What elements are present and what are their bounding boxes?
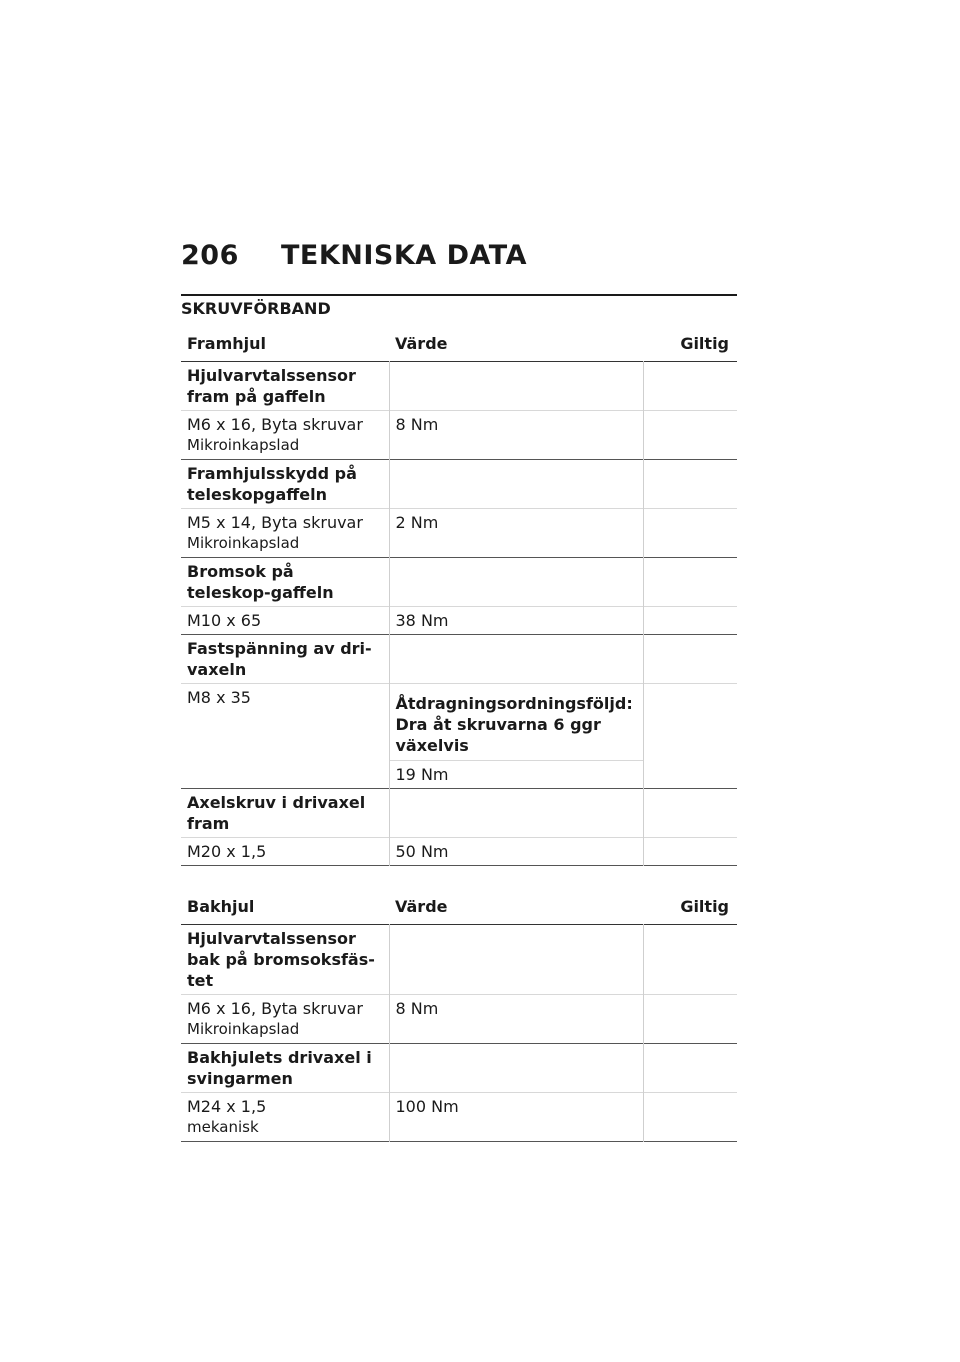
table-header-row — [181, 321, 737, 362]
torque-value: 8 Nm — [389, 411, 643, 460]
table-row — [181, 558, 737, 607]
table-row — [181, 635, 737, 684]
table-row — [181, 838, 737, 866]
column-header-value: Värde — [395, 896, 448, 916]
component-name: Bromsok på teleskop-gaffeln — [187, 562, 334, 602]
spec-line: M24 x 1,5 — [187, 1097, 267, 1116]
table-row — [181, 509, 737, 558]
spec-line: M10 x 65 — [187, 611, 262, 630]
spec-cell — [181, 1093, 389, 1142]
spec-line: Mikroinkapslad — [187, 436, 300, 454]
torque-value: 100 Nm — [389, 1093, 643, 1142]
table-row — [181, 362, 737, 411]
torque-value: 38 Nm — [389, 607, 643, 635]
spec-line: M6 x 16, Byta skruvar — [187, 999, 363, 1018]
spec-cell — [181, 995, 389, 1044]
torque-value: 19 Nm — [395, 765, 449, 784]
column-header-front-wheel: Framhjul — [187, 333, 267, 353]
column-header-value: Värde — [395, 333, 448, 353]
table-row — [181, 411, 737, 460]
torque-cell — [389, 684, 643, 789]
tightening-sequence-note: Åtdragningsordningsföljd: Dra åt skruvarna 6 ggr växelvis — [390, 687, 643, 761]
spec-line: M20 x 1,5 — [187, 842, 267, 861]
table-row — [181, 1093, 737, 1142]
front-wheel-table — [181, 321, 737, 866]
spec-line: Mikroinkapslad — [187, 534, 300, 552]
spec-line: M5 x 14, Byta skruvar — [187, 513, 363, 532]
torque-value: 50 Nm — [389, 838, 643, 866]
spec-cell — [181, 509, 389, 558]
title-rule — [181, 294, 737, 296]
component-name: Bakhjulets drivaxel i svingarmen — [187, 1048, 372, 1088]
table-row — [181, 684, 737, 789]
component-name: Framhjulsskydd på teleskopgaffeln — [187, 464, 357, 504]
table-header-row — [181, 884, 737, 925]
component-name: Hjulvarvtalssensor fram på gaffeln — [187, 366, 356, 406]
column-header-valid: Giltig — [680, 896, 729, 916]
page-header — [181, 240, 737, 284]
section-title: SKRUVFÖRBAND — [181, 299, 331, 318]
spec-line: Mikroinkapslad — [187, 1020, 300, 1038]
table-row — [181, 995, 737, 1044]
table-row — [181, 925, 737, 995]
torque-value: 8 Nm — [389, 995, 643, 1044]
column-header-valid: Giltig — [680, 333, 729, 353]
chapter-title: TEKNISKA DATA — [281, 240, 528, 271]
component-name: Fastspänning av dri-vaxeln — [187, 639, 372, 679]
component-name: Axelskruv i drivaxel fram — [187, 793, 366, 833]
rear-wheel-table — [181, 884, 737, 1142]
component-name: Hjulvarvtalssensor bak på bromsoksfäs-tet — [187, 929, 375, 990]
torque-value: 2 Nm — [389, 509, 643, 558]
page-number: 206 — [181, 240, 239, 271]
table-row — [181, 607, 737, 635]
table-row — [181, 460, 737, 509]
spec-line: mekanisk — [187, 1118, 259, 1136]
spec-line: M6 x 16, Byta skruvar — [187, 415, 363, 434]
manual-page — [181, 240, 737, 1142]
spec-line: M8 x 35 — [187, 688, 251, 707]
table-row — [181, 1044, 737, 1093]
column-header-rear-wheel: Bakhjul — [187, 896, 255, 916]
table-row — [181, 789, 737, 838]
spec-cell — [181, 411, 389, 460]
